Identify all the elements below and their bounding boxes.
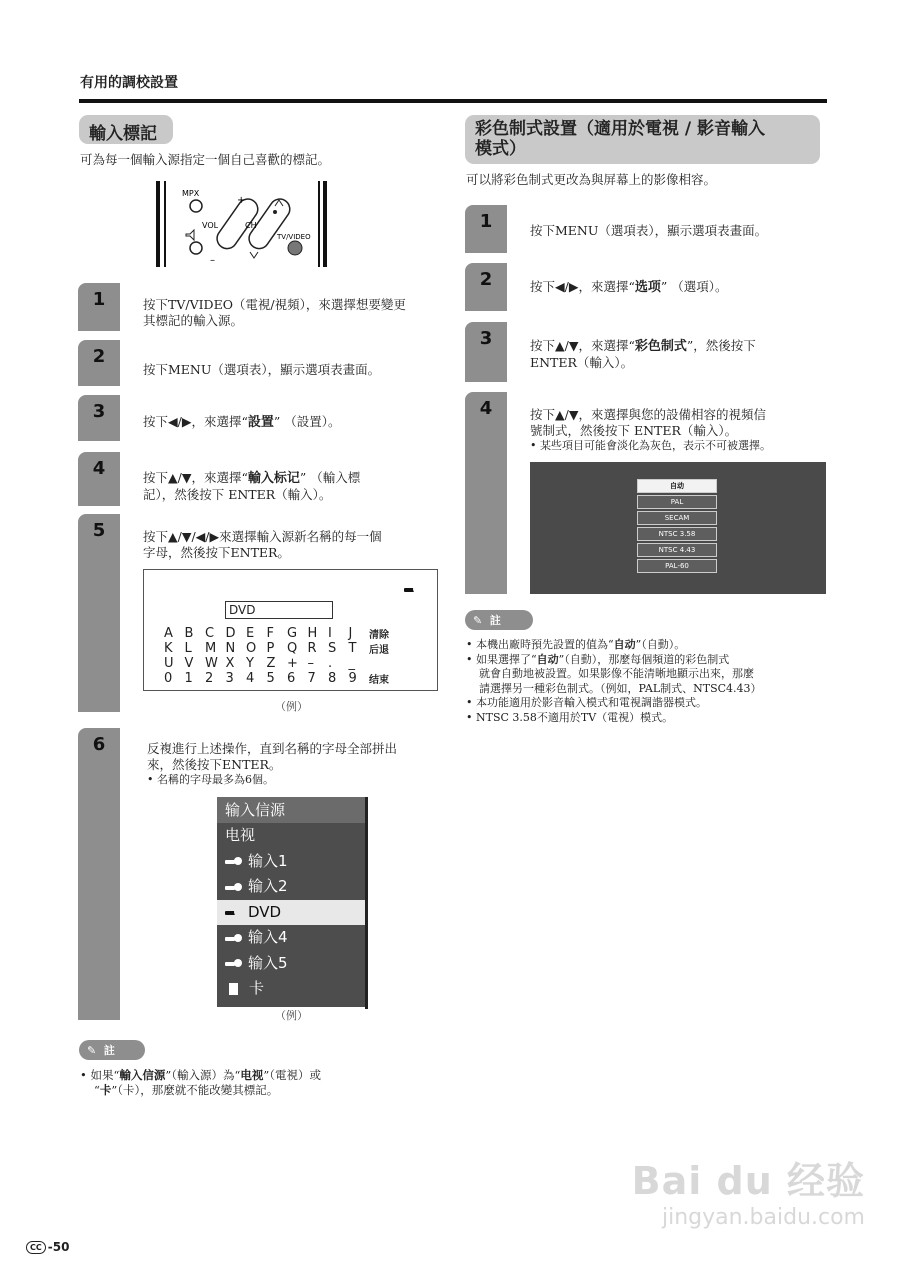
keyboard-key[interactable]: 7	[307, 671, 316, 686]
step-1-tab	[78, 283, 120, 331]
page-header-title: 有用的調校設置	[80, 75, 178, 91]
character-grid	[164, 626, 409, 686]
step-1-text: 按下TV/VIDEO（電視/視頻），來選擇想要變更 其標記的輸入源。	[143, 297, 406, 328]
color-system-option[interactable]: 自动	[637, 479, 717, 493]
remote-illustration	[150, 178, 340, 270]
menu-item-label: 输入2	[248, 877, 288, 896]
keyboard-key[interactable]: C	[205, 626, 215, 641]
keyboard-key[interactable]: K	[164, 641, 173, 656]
keyboard-key[interactable]: Z	[266, 656, 276, 671]
section-intro: 可為每一個輸入源指定一個自己喜歡的標記。	[80, 152, 331, 167]
input-plug-icon: 2	[225, 883, 242, 891]
keyboard-key[interactable]: Q	[287, 641, 298, 656]
color-system-option[interactable]: PAL-60	[637, 559, 717, 573]
color-system-option[interactable]: NTSC 3.58	[637, 527, 717, 541]
keyboard-key[interactable]: M	[205, 641, 217, 656]
cc-icon: CC	[26, 1241, 46, 1254]
ch-label: CH	[245, 221, 257, 230]
menu-item-label: 卡	[249, 979, 265, 998]
right-step-4-text: 按下▲/▼，來選擇與您的設備相容的視頻信 號制式，然後按下 ENTER（輸入）。 • 某些項目可能會淡化為灰色，表示不可被選擇。	[530, 407, 771, 452]
step-number: 4	[92, 458, 106, 479]
step-4-tab	[78, 452, 120, 506]
keyboard-key[interactable]: B	[184, 626, 194, 641]
menu-item-label: 电视	[225, 826, 256, 845]
keyboard-key[interactable]: L	[184, 641, 192, 656]
menu-item[interactable]	[217, 900, 367, 926]
mpx-label: MPX	[182, 189, 200, 198]
card-icon	[229, 983, 238, 995]
right-step-1-text: 按下MENU（選項表），顯示選項表畫面。	[530, 223, 768, 238]
menu-item[interactable]	[217, 925, 367, 951]
character-input-screen	[143, 569, 438, 691]
step-number: 3	[479, 328, 493, 349]
keyboard-key[interactable]: O	[246, 641, 257, 656]
input-plug-icon: 1	[225, 857, 242, 865]
right-step-4-tab	[465, 392, 507, 594]
keyboard-key[interactable]: 3	[225, 671, 234, 686]
step-2-tab	[78, 340, 120, 386]
keyboard-row	[164, 656, 409, 671]
menu-item[interactable]	[217, 823, 367, 849]
keyboard-key[interactable]: R	[307, 641, 317, 656]
keyboard-row	[164, 641, 409, 656]
color-system-option[interactable]: PAL	[637, 495, 717, 509]
keyboard-key[interactable]: G	[287, 626, 298, 641]
step-number: 6	[92, 734, 106, 755]
left-note-text: • 如果“輸入信源”（輸入源）為“电视”（電視）或 “卡”（卡），那麼就不能改變其標記。	[80, 1068, 321, 1097]
section-title-color-system: 彩色制式設置（適用於電視 / 影音輸入 模式）	[465, 115, 820, 164]
watermark-logo: Bai du 经验	[631, 1159, 865, 1203]
menu-item[interactable]	[217, 874, 367, 900]
keyboard-key[interactable]: F	[266, 626, 274, 641]
step-5-tab	[78, 514, 120, 712]
menu-title: 输入信源	[217, 797, 367, 823]
keyboard-key[interactable]: N	[225, 641, 236, 656]
keyboard-key[interactable]: E	[246, 626, 255, 641]
input-3-badge: 3	[404, 578, 421, 597]
note-badge: ✎ 註	[79, 1040, 145, 1060]
keyboard-key[interactable]: A	[164, 626, 173, 641]
keyboard-row	[164, 626, 409, 641]
menu-caption: （例）	[275, 1009, 308, 1022]
keyboard-key[interactable]: .	[328, 656, 333, 671]
menu-item[interactable]	[217, 976, 367, 1002]
menu-item-label: 输入4	[248, 928, 288, 947]
step-5-text: 按下▲/▼/◀/▶來選擇輸入源新名稱的每一個 字母，然後按下ENTER。	[143, 529, 382, 560]
vol-label: VOL	[202, 221, 219, 230]
keyboard-key[interactable]: 2	[205, 671, 214, 686]
right-step-2-text: 按下◀/▶，來選擇“选项” （選項）。	[530, 279, 728, 295]
step-6-tab	[78, 728, 120, 1020]
step-number: 4	[479, 398, 493, 419]
keyboard-key[interactable]: 1	[184, 671, 193, 686]
keyboard-key[interactable]: X	[225, 656, 235, 671]
right-step-3-text: 按下▲/▼，來選擇“彩色制式”，然後按下 ENTER（輸入）。	[530, 338, 756, 370]
step-number: 5	[92, 520, 106, 541]
keyboard-key[interactable]: U	[164, 656, 174, 671]
right-section-intro: 可以將彩色制式更改為與屏幕上的影像相容。	[466, 172, 717, 187]
keyboard-key[interactable]: T	[348, 641, 357, 656]
step-number: 2	[92, 346, 106, 367]
keyboard-key[interactable]: 5	[266, 671, 275, 686]
menu-item[interactable]	[217, 849, 367, 875]
step-number: 2	[479, 269, 493, 290]
step-6-text: 反複進行上述操作，直到名稱的字母全部拼出 來，然後按下ENTER。 • 名稱的字母最多為6個。	[147, 741, 398, 786]
keyboard-key[interactable]: 4	[246, 671, 255, 686]
keyboard-key[interactable]: W	[205, 656, 218, 671]
color-system-option[interactable]: NTSC 4.43	[637, 543, 717, 557]
input-plug-icon: 3	[225, 908, 242, 916]
menu-item-label: DVD	[248, 902, 282, 921]
keyboard-key[interactable]: 8	[328, 671, 337, 686]
section-title-input-label: 輸入標記	[79, 115, 173, 144]
keyboard-key[interactable]: P	[266, 641, 275, 656]
menu-item-label: 输入5	[248, 953, 288, 972]
menu-scrollbar	[365, 797, 368, 1009]
right-step-1-tab	[465, 205, 507, 253]
baidu-watermark	[632, 1150, 865, 1230]
page-number: -50	[47, 1240, 70, 1254]
keyboard-key[interactable]: V	[184, 656, 194, 671]
step-number: 1	[479, 211, 493, 232]
watermark-url: jingyan.baidu.com	[661, 1205, 865, 1230]
keyboard-key[interactable]: Y	[246, 656, 254, 671]
input-source-menu	[217, 797, 367, 1007]
keyboard-command[interactable]: 结束	[369, 675, 389, 686]
mpx-button-icon	[190, 200, 202, 212]
keyboard-key[interactable]: I	[328, 626, 332, 641]
color-system-option[interactable]: SECAM	[637, 511, 717, 525]
input-plug-icon: 4	[225, 934, 242, 942]
keyboard-key[interactable]: 0	[164, 671, 173, 686]
keyboard-key[interactable]: 9	[348, 671, 357, 686]
right-step-3-tab	[465, 322, 507, 382]
step-3-text: 按下◀/▶，來選擇“設置” （設置）。	[143, 414, 341, 430]
tv-video-label: TV/VIDEO	[277, 233, 311, 241]
step-3-tab	[78, 395, 120, 441]
menu-item[interactable]	[217, 951, 367, 977]
keyboard-key[interactable]: S	[328, 641, 337, 656]
keyboard-key[interactable]: _	[348, 656, 355, 671]
right-note-badge: ✎ 註	[465, 610, 533, 630]
keyboard-key[interactable]: –	[307, 656, 314, 671]
name-input-field[interactable]: DVD	[225, 601, 333, 619]
mute-button-icon	[190, 242, 202, 254]
step-2-text: 按下MENU（選項表），顯示選項表畫面。	[143, 362, 381, 377]
color-system-menu	[530, 462, 826, 594]
keyboard-command[interactable]	[369, 656, 409, 671]
keyboard-key[interactable]: D	[225, 626, 236, 641]
plus-label: +	[237, 195, 246, 206]
keyboard-key[interactable]: +	[287, 656, 298, 671]
page-footer	[26, 1240, 69, 1254]
keyboard-key[interactable]: H	[307, 626, 318, 641]
header-rule	[79, 99, 827, 103]
right-step-2-tab	[465, 263, 507, 311]
keyboard-command[interactable]: 后退	[369, 645, 389, 656]
keyboard-row	[164, 671, 409, 686]
input-plug-icon: 5	[225, 959, 242, 967]
step-4-text: 按下▲/▼，來選擇“輸入标记” （輸入標 記），然後按下 ENTER（輸入）。	[143, 470, 361, 502]
keyboard-caption: （例）	[275, 700, 308, 713]
right-note-text: • 本機出廠時預先設置的值為“自动”（自動）。 • 如果選擇了“自动”（自動），那麼每個頻道的彩色制式 就會自動地被設置。如果影像不能清晰地顯示出來，那麼 請選擇另一種彩色制式。（例如，PAL制式、NTSC4.43） • 本功能適用於影音輸入模式和電視調諧器模式。 • NTSC 3.58不適用於TV（電視）模式。	[466, 638, 762, 724]
menu-item-label: 输入1	[248, 851, 288, 870]
keyboard-command[interactable]: 清除	[369, 630, 389, 641]
minus-label: –	[210, 255, 215, 266]
keyboard-key[interactable]: J	[348, 626, 353, 641]
step-number: 3	[92, 401, 106, 422]
step-number: 1	[92, 289, 106, 310]
keyboard-key[interactable]: 6	[287, 671, 296, 686]
